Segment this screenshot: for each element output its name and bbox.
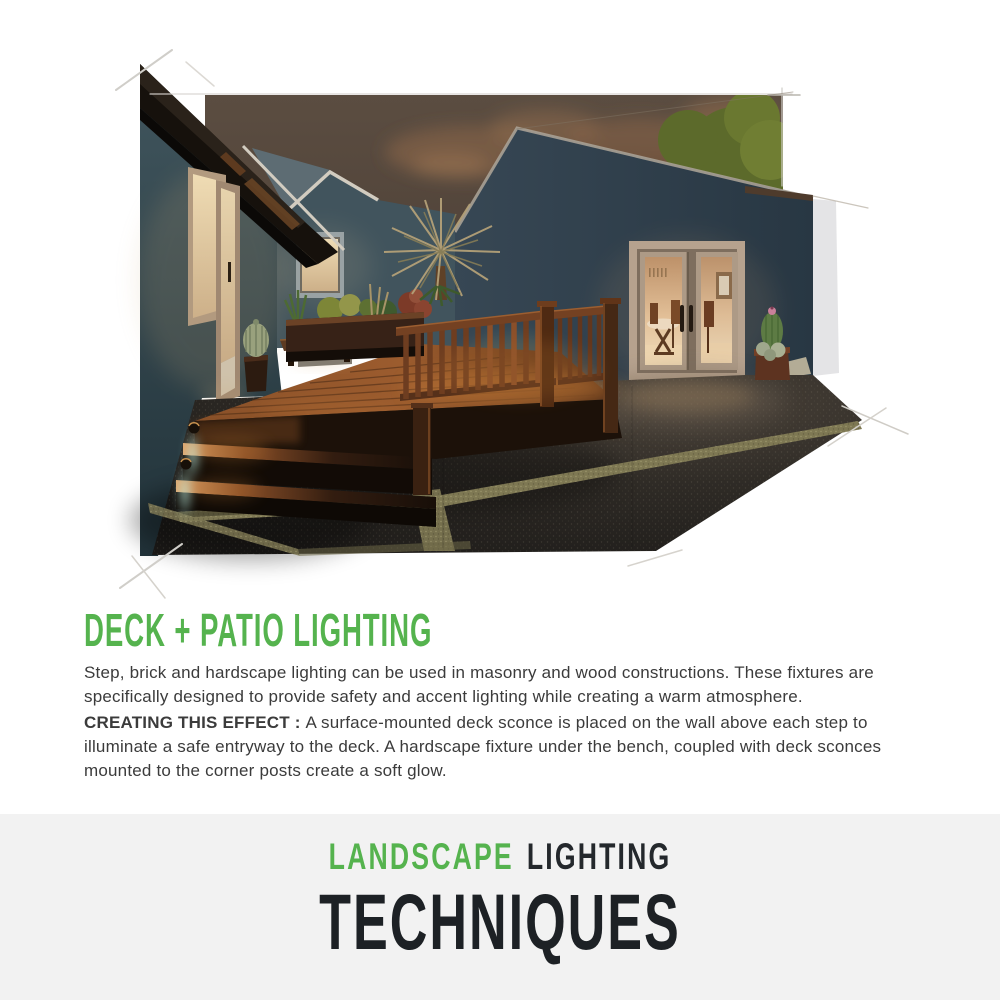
section-heading bbox=[84, 604, 665, 656]
section-heading-text: DECK + PATIO LIGHTING bbox=[84, 604, 433, 656]
intro-paragraph: Step, brick and hardscape lighting can be used in masonry and wood constructions. These fixtures are specifically designed to provide safety and accent lighting while creating a warm atmosphere. bbox=[84, 663, 874, 706]
brand-lighting: LIGHTING bbox=[526, 836, 672, 877]
french-doors bbox=[629, 241, 745, 380]
brand-techniques-line bbox=[0, 877, 1000, 966]
brand-line bbox=[0, 838, 1000, 875]
effect-text: A surface-mounted deck sconce is placed on the wall above each step to illuminate a safe entryway to the deck. A hardscape fixture under the bench, coupled with deck sconces mounted to the corner posts create a soft glow. bbox=[84, 713, 882, 780]
effect-label: CREATING THIS EFFECT : bbox=[84, 713, 306, 732]
door-handles bbox=[680, 305, 684, 332]
door-handle bbox=[228, 262, 231, 282]
footer-banner bbox=[0, 814, 1000, 1000]
railing-post bbox=[600, 298, 621, 433]
door-light-spill bbox=[622, 381, 754, 411]
brand-landscape: LANDSCAPE bbox=[328, 836, 514, 877]
newel-post bbox=[411, 403, 433, 495]
shadow-panel bbox=[813, 199, 839, 376]
brand-techniques: TECHNIQUES bbox=[319, 877, 681, 966]
effect-paragraph bbox=[84, 711, 904, 783]
